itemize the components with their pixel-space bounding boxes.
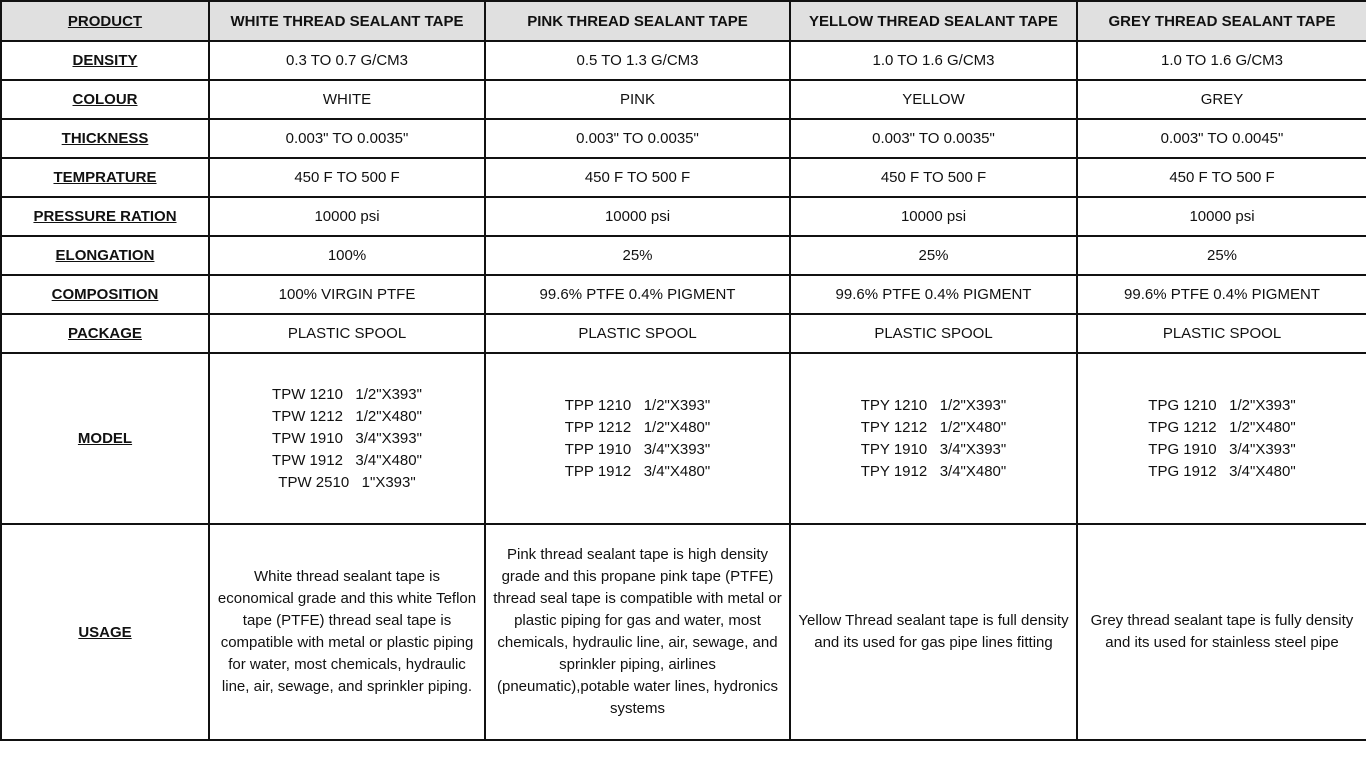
row-model	[1, 353, 1366, 524]
table-cell: 10000 psi	[485, 197, 790, 236]
table-cell: 450 F TO 500 F	[1077, 158, 1366, 197]
row-label	[1, 197, 209, 236]
model-list-pink: TPP 1210 1/2"X393" TPP 1212 1/2"X480" TPP 1910 3/4"X393" TPP 1912 3/4"X480"	[485, 353, 790, 524]
usage-label: USAGE	[78, 623, 132, 641]
table-cell: 99.6% PTFE 0.4% PIGMENT	[1077, 275, 1366, 314]
table-cell: 0.3 TO 0.7 G/CM3	[209, 41, 485, 80]
table-cell: 0.003" TO 0.0035"	[209, 119, 485, 158]
table-cell: 0.003" TO 0.0035"	[485, 119, 790, 158]
table-cell: YELLOW	[790, 80, 1077, 119]
table-cell: 99.6% PTFE 0.4% PIGMENT	[485, 275, 790, 314]
table-cell: PLASTIC SPOOL	[209, 314, 485, 353]
model-label: MODEL	[77, 429, 133, 447]
header-row	[1, 1, 1366, 41]
row-usage	[1, 524, 1366, 740]
row-label	[1, 158, 209, 197]
row-elongation	[1, 236, 1366, 275]
table-cell: PLASTIC SPOOL	[1077, 314, 1366, 353]
table-cell: 1.0 TO 1.6 G/CM3	[790, 41, 1077, 80]
model-list-grey: TPG 1210 1/2"X393" TPG 1212 1/2"X480" TPG 1910 3/4"X393" TPG 1912 3/4"X480"	[1077, 353, 1366, 524]
table-cell: 10000 psi	[209, 197, 485, 236]
usage-text-grey: Grey thread sealant tape is fully density and its used for stainless steel pipe	[1077, 524, 1366, 740]
table-cell: 25%	[790, 236, 1077, 275]
table-cell: 10000 psi	[1077, 197, 1366, 236]
density-label: DENSITY	[72, 52, 138, 69]
row-label	[1, 41, 209, 80]
table-cell: GREY	[1077, 80, 1366, 119]
row-label	[1, 236, 209, 275]
model-list-yellow: TPY 1210 1/2"X393" TPY 1212 1/2"X480" TPY 1910 3/4"X393" TPY 1912 3/4"X480"	[790, 353, 1077, 524]
table-cell: 1.0 TO 1.6 G/CM3	[1077, 41, 1366, 80]
table-cell: 99.6% PTFE 0.4% PIGMENT	[790, 275, 1077, 314]
table-cell: 25%	[1077, 236, 1366, 275]
temprature-label: TEMPRATURE	[53, 169, 157, 186]
row-pressure-ration	[1, 197, 1366, 236]
usage-text-pink: Pink thread sealant tape is high density grade and this propane pink tape (PTFE) thread seal tape is compatible with metal or plastic piping for gas and water, most chemicals, hydraulic line, air, sewage, and sprinkler piping, airlines (pneumatic),potable water lines, hydronics systems	[485, 524, 790, 740]
table-cell: 0.003" TO 0.0035"	[790, 119, 1077, 158]
table-cell: 450 F TO 500 F	[485, 158, 790, 197]
row-package	[1, 314, 1366, 353]
package-label: PACKAGE	[68, 325, 142, 342]
usage-text-white: White thread sealant tape is economical grade and this white Teflon tape (PTFE) thread seal tape is compatible with metal or plastic piping for water, most chemicals, hydraulic line, air, sewage, and sprinkler piping.	[209, 524, 485, 740]
elongation-label: ELONGATION	[55, 247, 155, 264]
table-cell: 0.5 TO 1.3 G/CM3	[485, 41, 790, 80]
row-composition	[1, 275, 1366, 314]
row-density	[1, 41, 1366, 80]
row-label	[1, 119, 209, 158]
header-pink-tape: PINK THREAD SEALANT TAPE	[485, 1, 790, 41]
table-cell: 100%	[209, 236, 485, 275]
table-cell: PLASTIC SPOOL	[485, 314, 790, 353]
header-yellow-tape: YELLOW THREAD SEALANT TAPE	[790, 1, 1077, 41]
table-cell: PINK	[485, 80, 790, 119]
table-cell: 100% VIRGIN PTFE	[209, 275, 485, 314]
table-cell: 450 F TO 500 F	[790, 158, 1077, 197]
composition-label: COMPOSITION	[51, 286, 159, 303]
row-label	[1, 275, 209, 314]
model-list-white: TPW 1210 1/2"X393" TPW 1212 1/2"X480" TPW 1910 3/4"X393" TPW 1912 3/4"X480" TPW 2510 1"X393"	[209, 353, 485, 524]
row-temprature	[1, 158, 1366, 197]
header-white-tape: WHITE THREAD SEALANT TAPE	[209, 1, 485, 41]
header-product	[1, 1, 209, 41]
header-grey-tape: GREY THREAD SEALANT TAPE	[1077, 1, 1366, 41]
thickness-label: THICKNESS	[61, 130, 149, 147]
pressure-ration-label: PRESSURE RATION	[33, 208, 177, 225]
table-cell: 0.003" TO 0.0045"	[1077, 119, 1366, 158]
row-thickness	[1, 119, 1366, 158]
table-cell: 10000 psi	[790, 197, 1077, 236]
table-cell: PLASTIC SPOOL	[790, 314, 1077, 353]
table-cell: WHITE	[209, 80, 485, 119]
row-label	[1, 524, 209, 740]
table-cell: 25%	[485, 236, 790, 275]
usage-text-yellow: Yellow Thread sealant tape is full density and its used for gas pipe lines fitting	[790, 524, 1077, 740]
row-label	[1, 314, 209, 353]
row-label	[1, 80, 209, 119]
table-cell: 450 F TO 500 F	[209, 158, 485, 197]
row-colour	[1, 80, 1366, 119]
header-product-label: PRODUCT	[67, 12, 143, 30]
colour-label: COLOUR	[72, 91, 138, 108]
row-label	[1, 353, 209, 524]
